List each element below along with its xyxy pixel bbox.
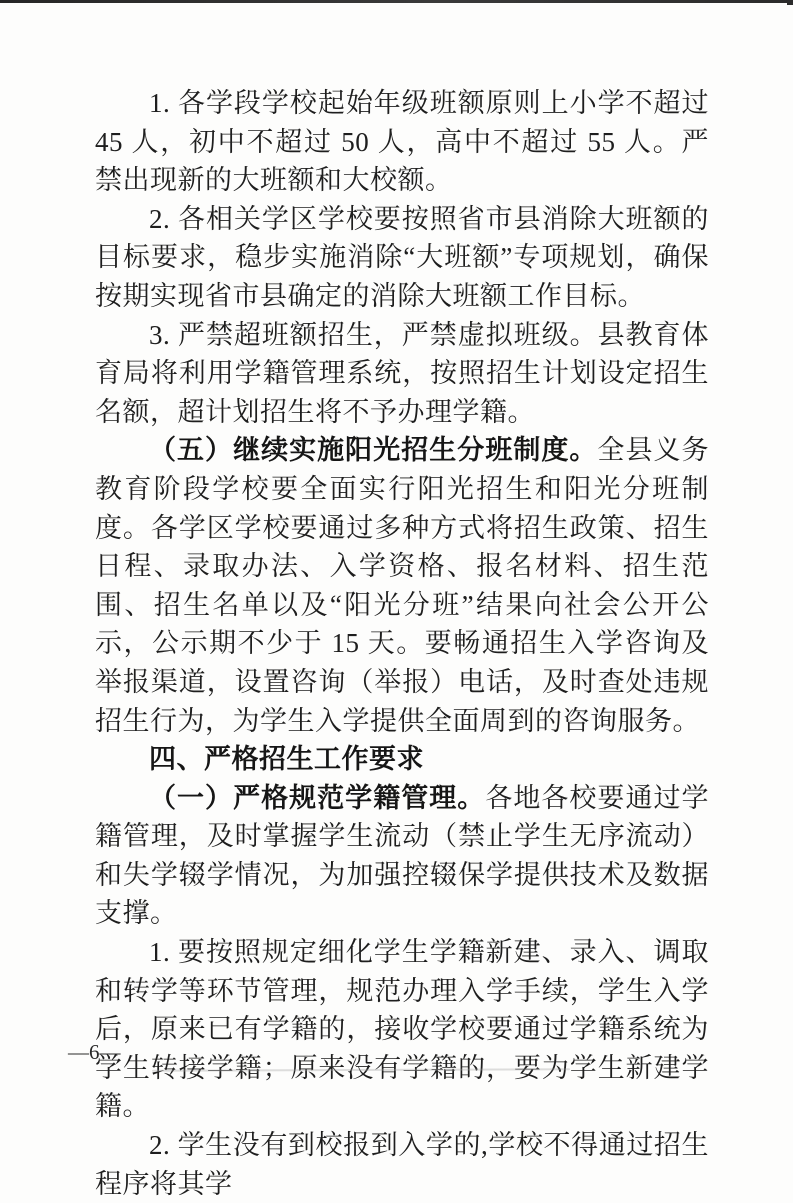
paragraph-text: 全县义务教育阶段学校要全面实行阳光招生和阳光分班制度。各学区学校要通过多种方式将招生政策、招生日程、录取办法、入学资格、报名材料、招生范围、招生名单以及“阳光分班”结果向社会公开公示，公示期不少于 15 天。要畅通招生入学咨询及举报渠道，设置咨询（举报）电话，及时查处违规招生行为，为学生入学提供全面周到的咨询服务。 [95, 435, 710, 736]
page-number: —6— [68, 1040, 121, 1064]
paragraph-lead: （一）严格规范学籍管理。 [149, 782, 486, 813]
scan-corner-artifact [787, 0, 793, 5]
paragraph: 2. 各相关学区学校要按照省市县消除大班额的目标要求，稳步实施消除“大班额”专项规划，确保按期实现省市县确定的消除大班额工作目标。 [95, 203, 709, 311]
paragraph [95, 779, 709, 933]
paragraph: 1. 各学段学校起始年级班额原则上小学不超过 45 人，初中不超过 50 人，高中不超过 55 人。严禁出现新的大班额和大校额。 [95, 88, 709, 196]
section-heading: 四、严格招生工作要求 [149, 744, 424, 775]
paragraph: 1. 要按照规定细化学生学籍新建、录入、调取和转学等环节管理，规范办理入学手续，学生入学后，原来已有学籍的，接收学校要通过学籍系统为学生转接学籍；原来没有学籍的，要为学生新建学籍。 [95, 937, 709, 1122]
document-content [95, 84, 709, 1203]
paragraph: 3. 严禁超班额招生，严禁虚拟班级。县教育体育局将利用学籍管理系统，按照招生计划设定招生名额，超计划招生将不予办理学籍。 [95, 319, 709, 427]
paragraph [95, 431, 709, 740]
paragraph-text: 各地各校要通过学籍管理，及时掌握学生流动（禁止学生无序流动）和失学辍学情况，为加强控辍保学提供技术及数据支撑。 [95, 782, 710, 929]
scan-top-edge-artifact [0, 0, 793, 3]
paragraph-lead: （五）继续实施阳光招生分班制度。 [149, 435, 598, 466]
paragraph: 2. 学生没有到校报到入学的,学校不得通过招生程序将其学 [95, 1130, 709, 1199]
